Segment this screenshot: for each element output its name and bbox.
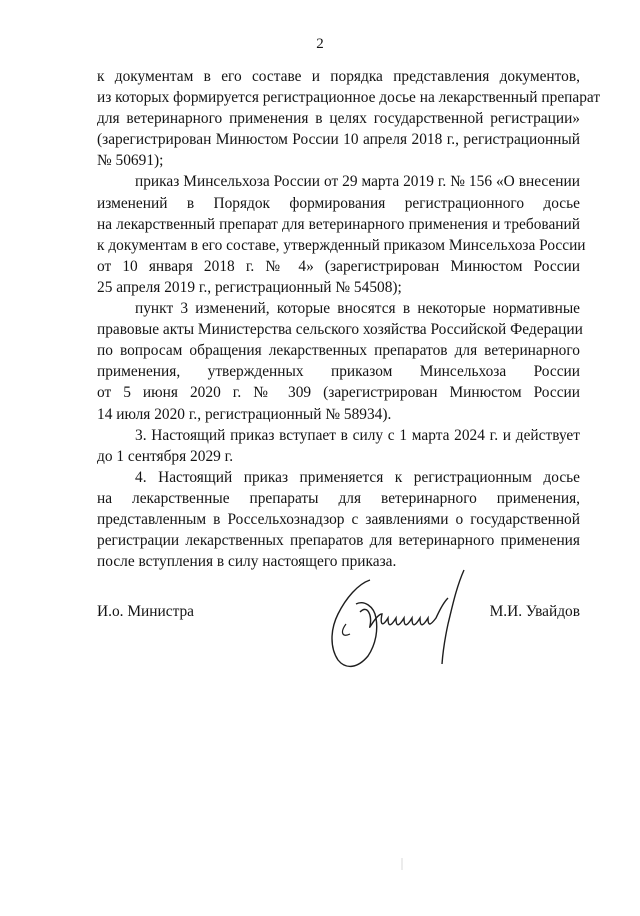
signatory-name: М.И. Увайдов	[489, 603, 580, 620]
text-line: 25 апреля 2019 г., регистрационный № 54508);	[97, 278, 402, 296]
text-line: к документам в его составе, утвержденный приказом Минсельхоза России	[97, 236, 586, 254]
text-line: после вступления в силу настоящего приказа.	[97, 553, 397, 571]
signatory-title: И.о. Министра	[97, 603, 195, 620]
text-line: правовые акты Министерства сельского хозяйства Российской Федерации	[97, 321, 583, 339]
text-line: представленным в Россельхознадзор с заявлениями о государственной	[97, 510, 580, 528]
text-line: изменений в Порядок формирования регистрационного досье	[97, 194, 580, 212]
text-line: 4. Настоящий приказ применяется к регистрационным досье	[135, 468, 580, 486]
text-line: № 50691);	[97, 152, 164, 170]
text-line: из которых формируется регистрационное досье на лекарственный препарат	[97, 89, 601, 107]
text-line: на лекарственные препараты для ветеринарного применения,	[97, 489, 580, 507]
text-line: для ветеринарного применения в целях государственной регистрации»	[97, 110, 580, 128]
text-line: к документам в его составе и порядка представления документов,	[97, 68, 580, 85]
text-line: регистрации лекарственных препаратов для ветеринарного применения	[97, 532, 580, 550]
text-line: по вопросам обращения лекарственных препаратов для ветеринарного	[97, 342, 580, 360]
text-line: приказ Минсельхоза России от 29 марта 2019 г. № 156 «О внесении	[135, 173, 580, 191]
handwritten-signature	[316, 568, 466, 678]
text-line: до 1 сентября 2029 г.	[97, 447, 234, 465]
text-line: от 5 июня 2020 г. № 309 (зарегистрирован Минюстом России	[97, 384, 580, 402]
text-line: (зарегистрирован Минюстом России 10 апреля 2018 г., регистрационный	[97, 131, 580, 149]
text-line: применения, утвержденных приказом Минсельхоза России	[97, 363, 580, 381]
text-line: от 10 января 2018 г. № 4» (зарегистрирован Минюстом России	[97, 257, 580, 275]
page-number: 2	[316, 36, 324, 52]
scan-artifact	[400, 858, 404, 870]
text-line: 3. Настоящий приказ вступает в силу с 1 марта 2024 г. и действует	[135, 426, 580, 444]
text-line: пункт 3 изменений, которые вносятся в некоторые нормативные	[135, 300, 580, 318]
text-line: на лекарственный препарат для ветеринарного применения и требований	[97, 215, 580, 233]
document-body	[97, 66, 601, 572]
text-line: 14 июля 2020 г., регистрационный № 58934).	[97, 405, 392, 423]
